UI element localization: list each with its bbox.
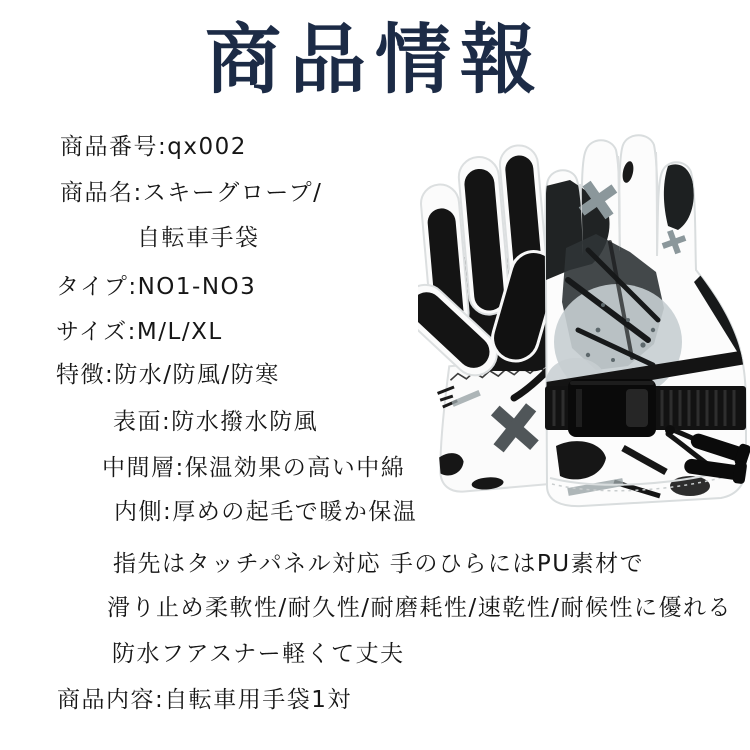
strap-buckle <box>568 379 656 437</box>
fingertip-line: 指先はタッチパネル対応 手のひらにはPU素材で <box>113 551 645 577</box>
size-line: サイズ:M/L/XL <box>56 319 223 345</box>
zipper-line: 防水フアスナー軽くて丈夫 <box>112 641 405 667</box>
middle-layer-line: 中間層:保温効果の高い中綿 <box>102 455 406 481</box>
page-title: 商品情報 <box>205 15 545 104</box>
surface-line: 表面:防水撥水防風 <box>113 409 319 435</box>
right-glove <box>545 135 750 506</box>
inner-line: 内側:厚めの起毛で暖か保温 <box>114 499 418 525</box>
wrist-strap <box>545 379 746 437</box>
product-name-cont-line: 自転車手袋 <box>137 225 260 251</box>
product-name-line: 商品名:スキーグロープ/ <box>60 180 323 206</box>
gloves-illustration <box>418 130 750 512</box>
features-line: 特徴:防水/防風/防寒 <box>56 362 280 388</box>
durability-line: 滑り止め柔軟性/耐久性/耐磨耗性/速乾性/耐候性に優れる <box>107 595 732 621</box>
contents-line: 商品内容:自転車用手袋1対 <box>57 687 352 713</box>
product-number-line: 商品番号:qx002 <box>60 134 247 160</box>
type-line: タイプ:NO1-NO3 <box>56 274 257 300</box>
product-image <box>418 130 750 512</box>
